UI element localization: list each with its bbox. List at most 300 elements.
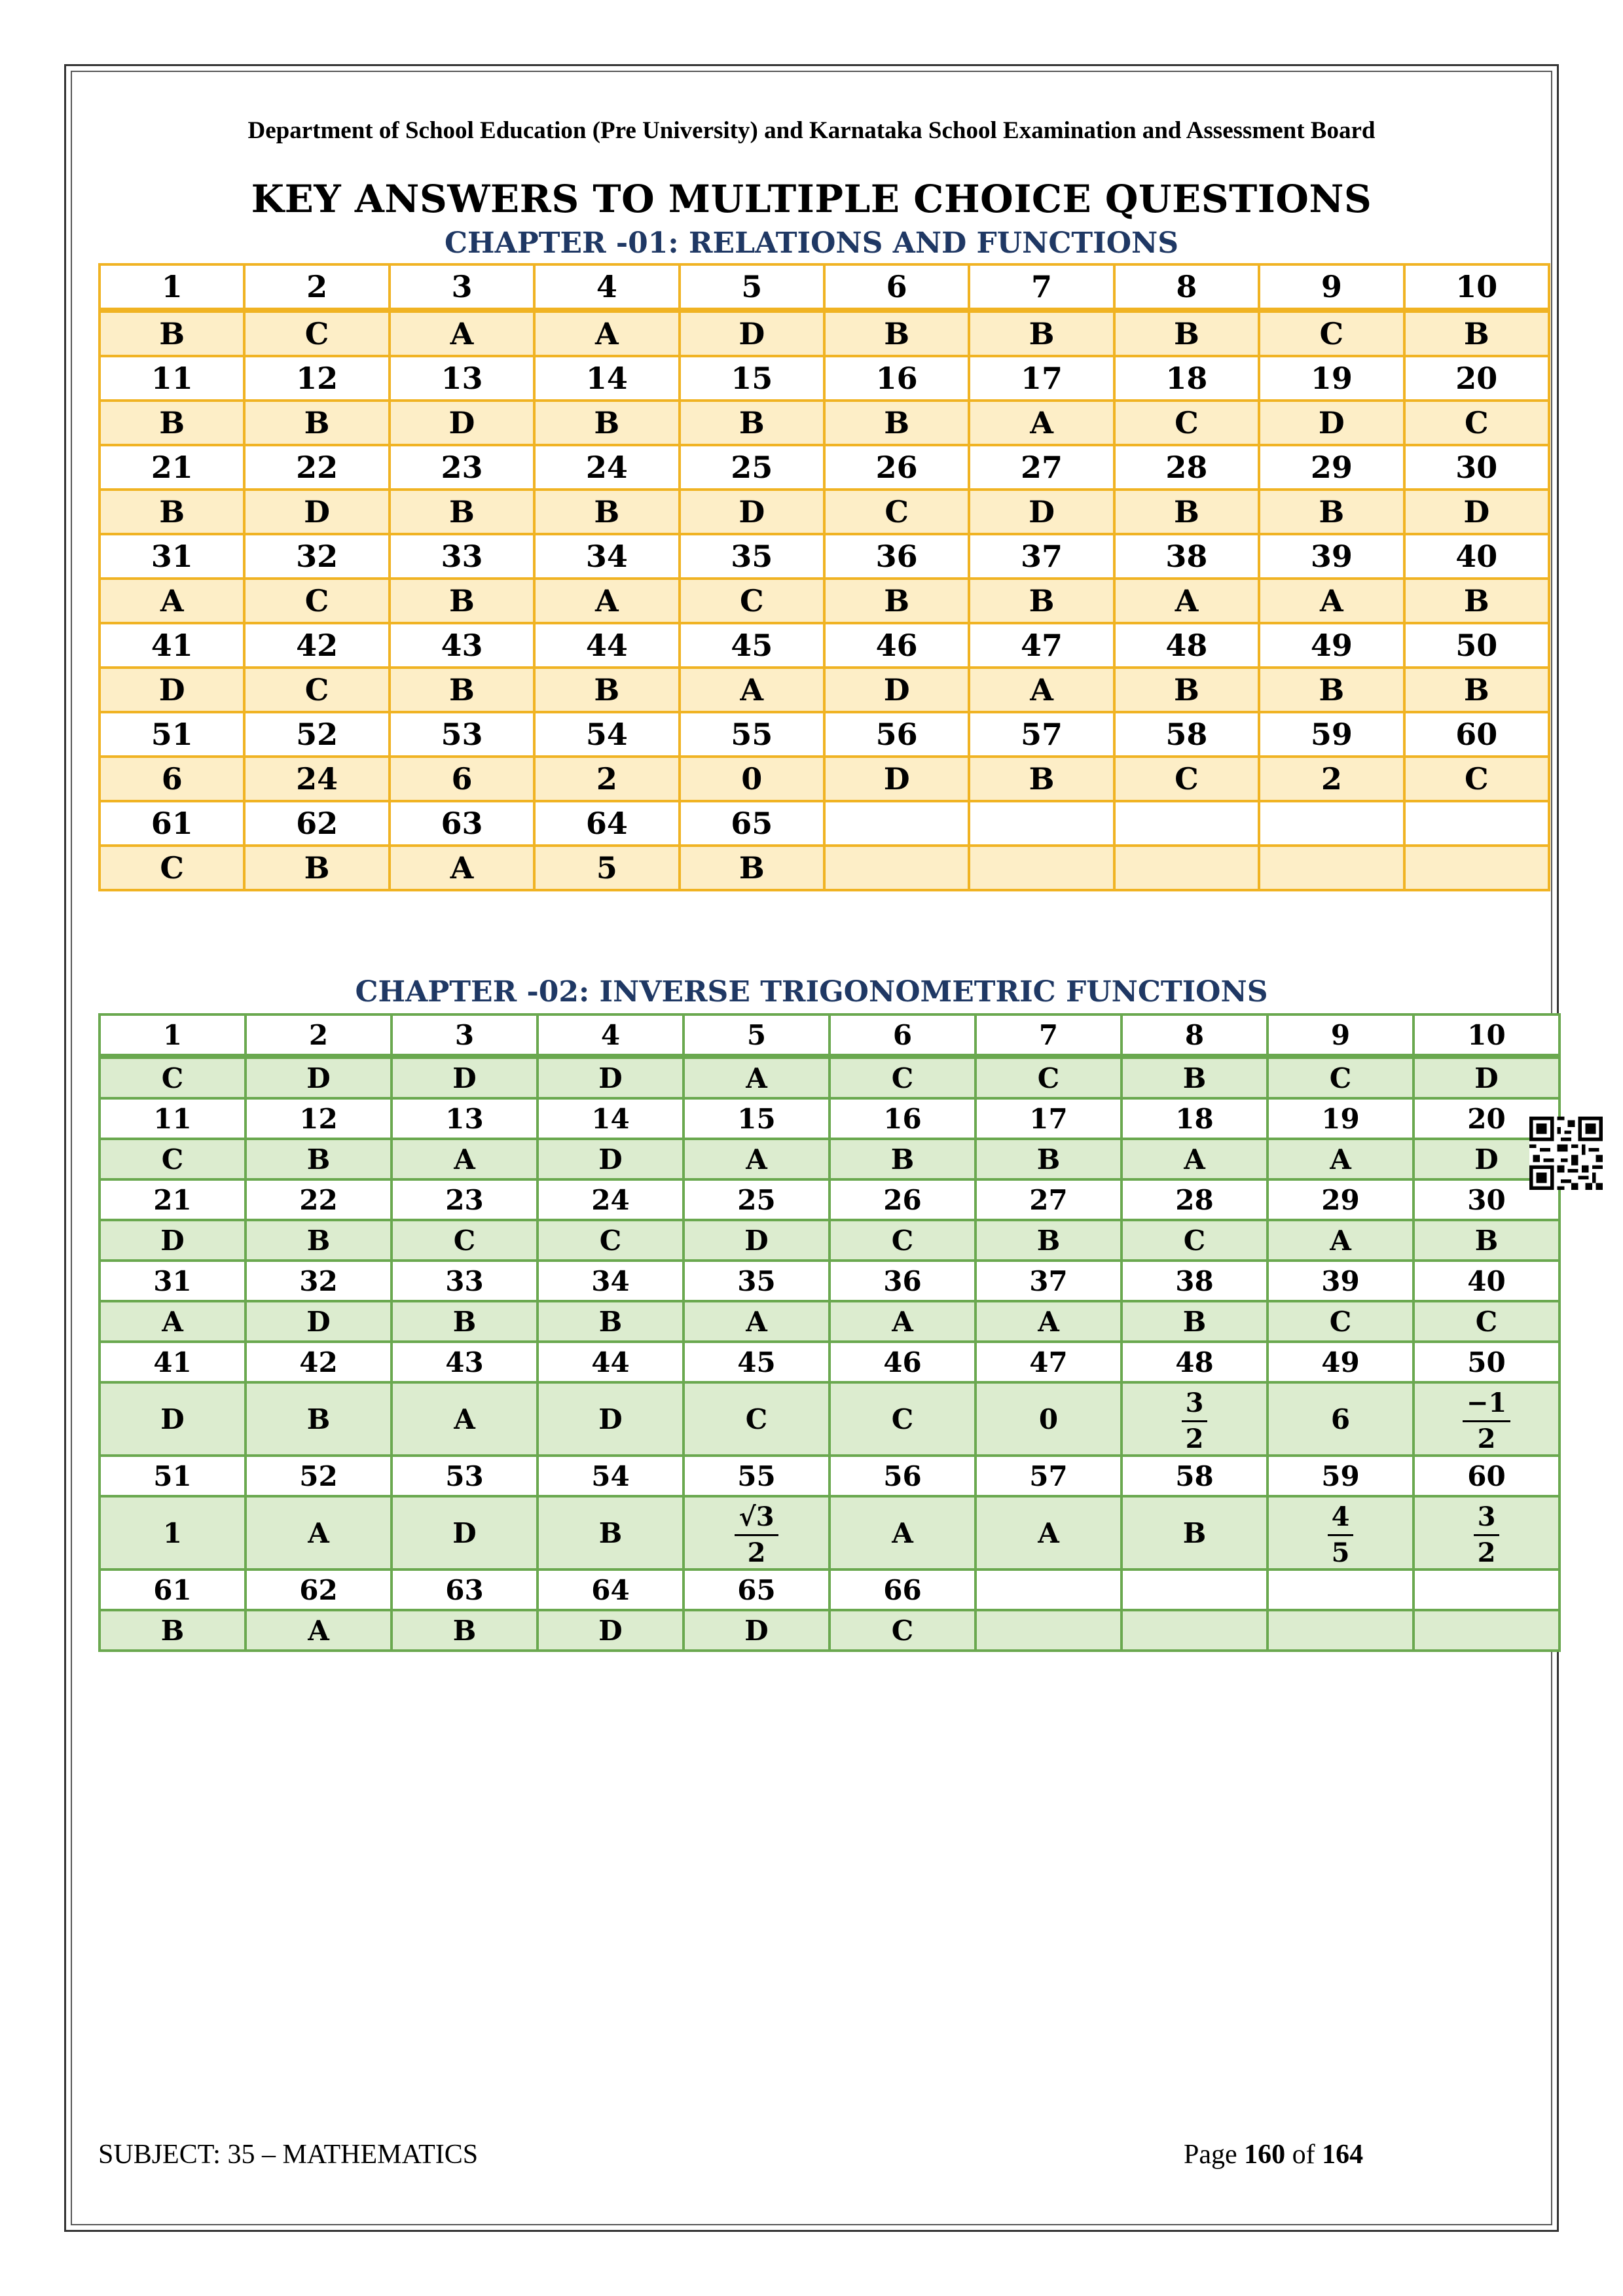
answer-cell: B xyxy=(100,1610,246,1651)
question-number-cell: 57 xyxy=(976,1456,1122,1496)
question-number-cell: 62 xyxy=(246,1570,392,1610)
answer-cell: C xyxy=(830,1220,976,1261)
answer-cell: A xyxy=(100,579,244,623)
question-number-cell: 38 xyxy=(1122,1261,1267,1301)
question-number-cell: 14 xyxy=(538,1098,684,1139)
answer-cell: B xyxy=(534,401,679,445)
question-number-cell: 11 xyxy=(100,1098,246,1139)
answer-cell: B xyxy=(534,490,679,534)
answer-row xyxy=(100,757,1549,801)
answer-cell: D xyxy=(1413,1056,1559,1098)
answer-cell: B xyxy=(1259,490,1404,534)
question-number-cell: 50 xyxy=(1404,623,1549,668)
answer-cell: B xyxy=(390,490,534,534)
question-number-cell: 47 xyxy=(976,1342,1122,1382)
question-number-cell: 58 xyxy=(1122,1456,1267,1496)
question-number-cell xyxy=(1404,801,1549,846)
question-number-cell: 60 xyxy=(1404,712,1549,757)
question-number-cell: 27 xyxy=(969,445,1114,490)
question-number-cell: 16 xyxy=(830,1098,976,1139)
question-number-cell: 1 xyxy=(100,1014,246,1056)
answer-cell: C xyxy=(100,1139,246,1179)
question-number-cell: 46 xyxy=(824,623,969,668)
question-number-cell: 13 xyxy=(392,1098,538,1139)
question-number-cell: 45 xyxy=(684,1342,830,1382)
answer-cell: B xyxy=(976,1220,1122,1261)
answer-cell xyxy=(1413,1610,1559,1651)
question-number-cell: 65 xyxy=(680,801,824,846)
answer-row xyxy=(100,401,1549,445)
question-number-cell: 15 xyxy=(680,356,824,401)
fraction-answer: $\frac{3}{2}$ xyxy=(1474,1503,1500,1566)
question-number-cell: 3 xyxy=(390,264,534,310)
answer-cell: B xyxy=(1259,668,1404,712)
answer-cell: A xyxy=(680,668,824,712)
question-number-cell: 19 xyxy=(1259,356,1404,401)
question-number-cell: 10 xyxy=(1404,264,1549,310)
answer-cell: D xyxy=(538,1382,684,1456)
question-number-row xyxy=(100,1179,1559,1220)
answer-cell: A xyxy=(976,1301,1122,1342)
answer-cell: B xyxy=(680,846,824,890)
answer-cell: B xyxy=(969,757,1114,801)
question-number-cell: 14 xyxy=(534,356,679,401)
answer-cell xyxy=(1404,846,1549,890)
answer-cell: B xyxy=(390,579,534,623)
answer-cell: C xyxy=(1404,757,1549,801)
question-number-cell: 20 xyxy=(1404,356,1549,401)
question-number-cell: 64 xyxy=(538,1570,684,1610)
question-number-cell: 44 xyxy=(534,623,679,668)
answer-cell: A xyxy=(976,1496,1122,1570)
question-number-cell xyxy=(1122,1570,1267,1610)
question-number-cell: 48 xyxy=(1122,1342,1267,1382)
answer-cell: 24 xyxy=(244,757,389,801)
answer-cell xyxy=(1267,1496,1413,1570)
question-number-cell: 18 xyxy=(1122,1098,1267,1139)
answer-cell: 0 xyxy=(976,1382,1122,1456)
answer-cell: A xyxy=(392,1139,538,1179)
answer-cell: B xyxy=(244,401,389,445)
question-number-cell: 5 xyxy=(680,264,824,310)
question-number-cell: 5 xyxy=(684,1014,830,1056)
answer-cell: A xyxy=(1267,1139,1413,1179)
answer-cell: B xyxy=(1114,668,1259,712)
answer-cell: C xyxy=(1267,1056,1413,1098)
answer-cell: B xyxy=(824,579,969,623)
answer-cell: C xyxy=(824,490,969,534)
answer-cell: C xyxy=(830,1382,976,1456)
answer-cell: A xyxy=(246,1496,392,1570)
question-number-cell: 30 xyxy=(1404,445,1549,490)
answer-cell: D xyxy=(392,1056,538,1098)
answer-cell: D xyxy=(1413,1139,1559,1179)
question-number-cell: 66 xyxy=(830,1570,976,1610)
answer-cell: B xyxy=(538,1496,684,1570)
question-number-cell: 56 xyxy=(824,712,969,757)
question-number-cell: 8 xyxy=(1122,1014,1267,1056)
question-number-row xyxy=(100,356,1549,401)
question-number-cell: 39 xyxy=(1267,1261,1413,1301)
question-number-cell: 26 xyxy=(830,1179,976,1220)
question-number-cell: 10 xyxy=(1413,1014,1559,1056)
answer-cell: B xyxy=(246,1220,392,1261)
answer-cell: B xyxy=(1122,1056,1267,1098)
question-number-cell: 40 xyxy=(1404,534,1549,579)
question-number-cell: 9 xyxy=(1259,264,1404,310)
answer-cell: C xyxy=(680,579,824,623)
answer-cell: A xyxy=(684,1139,830,1179)
question-number-cell: 61 xyxy=(100,801,244,846)
page-current: 160 xyxy=(1244,2140,1286,2170)
question-number-cell: 26 xyxy=(824,445,969,490)
answer-cell xyxy=(976,1610,1122,1651)
question-number-cell: 21 xyxy=(100,445,244,490)
question-number-cell: 61 xyxy=(100,1570,246,1610)
answer-cell: 2 xyxy=(534,757,679,801)
question-number-cell: 12 xyxy=(246,1098,392,1139)
answer-cell: D xyxy=(100,668,244,712)
question-number-cell: 21 xyxy=(100,1179,246,1220)
question-number-cell: 4 xyxy=(538,1014,684,1056)
question-number-cell: 53 xyxy=(390,712,534,757)
answer-cell: D xyxy=(392,1496,538,1570)
answer-cell: B xyxy=(1114,490,1259,534)
answer-cell: A xyxy=(1267,1220,1413,1261)
question-number-cell: 9 xyxy=(1267,1014,1413,1056)
question-number-cell xyxy=(1413,1570,1559,1610)
answer-cell: B xyxy=(100,401,244,445)
answer-cell: C xyxy=(1267,1301,1413,1342)
answer-cell: A xyxy=(534,579,679,623)
answer-cell: D xyxy=(538,1056,684,1098)
answer-cell: D xyxy=(684,1220,830,1261)
answer-cell: A xyxy=(1114,579,1259,623)
chapter-02-answer-table xyxy=(98,1013,1561,1652)
question-number-cell: 15 xyxy=(684,1098,830,1139)
answer-cell: A xyxy=(100,1301,246,1342)
answer-cell: C xyxy=(684,1382,830,1456)
answer-cell: B xyxy=(392,1610,538,1651)
fraction-answer: $\frac{√3}{2}$ xyxy=(735,1503,778,1566)
question-number-cell: 55 xyxy=(680,712,824,757)
question-number-cell: 33 xyxy=(390,534,534,579)
question-number-cell: 20 xyxy=(1413,1098,1559,1139)
question-number-cell: 62 xyxy=(244,801,389,846)
chapter-01-title: CHAPTER -01: RELATIONS AND FUNCTIONS xyxy=(444,226,1179,260)
question-number-cell: 22 xyxy=(246,1179,392,1220)
question-number-cell: 59 xyxy=(1267,1456,1413,1496)
question-number-row xyxy=(100,1342,1559,1382)
question-number-cell: 17 xyxy=(976,1098,1122,1139)
answer-cell: 1 xyxy=(100,1496,246,1570)
answer-row xyxy=(100,1496,1559,1570)
answer-cell: D xyxy=(100,1220,246,1261)
answer-cell xyxy=(824,846,969,890)
question-number-cell: 42 xyxy=(246,1342,392,1382)
answer-cell: C xyxy=(830,1056,976,1098)
chapter-02-title: CHAPTER -02: INVERSE TRIGONOMETRIC FUNCTIONS xyxy=(355,975,1268,1009)
page-prefix: Page xyxy=(1184,2140,1237,2170)
answer-cell: B xyxy=(824,401,969,445)
answer-cell: C xyxy=(244,668,389,712)
fraction-answer: $\frac{3}{2}$ xyxy=(1182,1389,1208,1452)
answer-row xyxy=(100,1610,1559,1651)
answer-cell: B xyxy=(1404,579,1549,623)
question-number-cell: 28 xyxy=(1122,1179,1267,1220)
answer-cell: B xyxy=(1114,310,1259,356)
question-number-cell: 48 xyxy=(1114,623,1259,668)
answer-cell: D xyxy=(1259,401,1404,445)
question-number-cell: 24 xyxy=(534,445,679,490)
question-number-cell: 27 xyxy=(976,1179,1122,1220)
answer-cell: A xyxy=(1259,579,1404,623)
question-number-cell: 53 xyxy=(392,1456,538,1496)
answer-cell: A xyxy=(390,310,534,356)
answer-cell: B xyxy=(830,1139,976,1179)
question-number-cell: 35 xyxy=(684,1261,830,1301)
question-number-cell xyxy=(1259,801,1404,846)
answer-cell: D xyxy=(684,1610,830,1651)
question-number-cell: 28 xyxy=(1114,445,1259,490)
answer-cell: B xyxy=(976,1139,1122,1179)
answer-cell xyxy=(1259,846,1404,890)
question-number-cell: 31 xyxy=(100,534,244,579)
question-number-cell xyxy=(969,801,1114,846)
question-number-cell: 8 xyxy=(1114,264,1259,310)
answer-cell: B xyxy=(969,579,1114,623)
answer-cell: B xyxy=(390,668,534,712)
answer-row xyxy=(100,579,1549,623)
answer-cell xyxy=(1267,1610,1413,1651)
answer-cell: B xyxy=(534,668,679,712)
answer-cell: 0 xyxy=(680,757,824,801)
question-number-cell: 13 xyxy=(390,356,534,401)
answer-row xyxy=(100,1220,1559,1261)
question-number-cell: 64 xyxy=(534,801,679,846)
question-number-cell: 33 xyxy=(392,1261,538,1301)
question-number-cell: 34 xyxy=(534,534,679,579)
answer-cell: A xyxy=(684,1301,830,1342)
answer-cell: B xyxy=(1413,1220,1559,1261)
answer-cell: C xyxy=(1114,401,1259,445)
question-number-cell: 32 xyxy=(244,534,389,579)
answer-cell xyxy=(1122,1610,1267,1651)
answer-cell: A xyxy=(392,1382,538,1456)
question-number-cell: 38 xyxy=(1114,534,1259,579)
answer-cell: C xyxy=(392,1220,538,1261)
answer-cell: 2 xyxy=(1259,757,1404,801)
answer-cell: 6 xyxy=(100,757,244,801)
question-number-cell: 37 xyxy=(976,1261,1122,1301)
question-number-cell: 57 xyxy=(969,712,1114,757)
answer-cell: 6 xyxy=(1267,1382,1413,1456)
answer-cell xyxy=(1413,1382,1559,1456)
answer-cell xyxy=(684,1496,830,1570)
answer-cell: D xyxy=(824,668,969,712)
answer-cell: A xyxy=(969,668,1114,712)
question-number-row xyxy=(100,623,1549,668)
question-number-cell: 63 xyxy=(392,1570,538,1610)
answer-cell: 6 xyxy=(390,757,534,801)
answer-cell xyxy=(1413,1496,1559,1570)
qr-code-icon xyxy=(1529,1117,1603,1190)
question-number-cell: 49 xyxy=(1267,1342,1413,1382)
question-number-cell: 54 xyxy=(538,1456,684,1496)
answer-row xyxy=(100,1056,1559,1098)
answer-cell: B xyxy=(1404,310,1549,356)
question-number-cell xyxy=(976,1570,1122,1610)
answer-cell: C xyxy=(100,846,244,890)
question-number-cell: 7 xyxy=(969,264,1114,310)
question-number-cell: 63 xyxy=(390,801,534,846)
answer-cell: B xyxy=(824,310,969,356)
question-number-row xyxy=(100,264,1549,310)
answer-cell: D xyxy=(1404,490,1549,534)
answer-row xyxy=(100,1301,1559,1342)
question-number-cell: 6 xyxy=(830,1014,976,1056)
question-number-cell: 17 xyxy=(969,356,1114,401)
answer-cell: B xyxy=(100,490,244,534)
question-number-cell: 12 xyxy=(244,356,389,401)
answer-cell: A xyxy=(390,846,534,890)
answer-cell: C xyxy=(1122,1220,1267,1261)
answer-cell: B xyxy=(100,310,244,356)
question-number-cell: 2 xyxy=(244,264,389,310)
question-number-cell: 32 xyxy=(246,1261,392,1301)
answer-cell: B xyxy=(246,1139,392,1179)
question-number-cell: 1 xyxy=(100,264,244,310)
question-number-cell: 18 xyxy=(1114,356,1259,401)
question-number-cell: 39 xyxy=(1259,534,1404,579)
answer-cell: 5 xyxy=(534,846,679,890)
question-number-cell: 40 xyxy=(1413,1261,1559,1301)
question-number-cell: 47 xyxy=(969,623,1114,668)
answer-cell: A xyxy=(246,1610,392,1651)
question-number-cell: 23 xyxy=(392,1179,538,1220)
question-number-cell: 49 xyxy=(1259,623,1404,668)
question-number-row xyxy=(100,1456,1559,1496)
fraction-answer: $\frac{4}{5}$ xyxy=(1328,1503,1354,1566)
answer-cell: C xyxy=(830,1610,976,1651)
question-number-cell: 44 xyxy=(538,1342,684,1382)
question-number-row xyxy=(100,1261,1559,1301)
question-number-cell: 35 xyxy=(680,534,824,579)
answer-cell: A xyxy=(684,1056,830,1098)
question-number-cell: 7 xyxy=(976,1014,1122,1056)
answer-cell: B xyxy=(244,846,389,890)
answer-cell: C xyxy=(1259,310,1404,356)
answer-cell: D xyxy=(246,1301,392,1342)
answer-cell: C xyxy=(244,310,389,356)
answer-cell: B xyxy=(538,1301,684,1342)
answer-cell: B xyxy=(1122,1496,1267,1570)
question-number-cell: 34 xyxy=(538,1261,684,1301)
question-number-cell: 36 xyxy=(830,1261,976,1301)
answer-cell: D xyxy=(824,757,969,801)
question-number-cell: 3 xyxy=(392,1014,538,1056)
question-number-cell: 24 xyxy=(538,1179,684,1220)
question-number-cell: 2 xyxy=(246,1014,392,1056)
question-number-cell: 25 xyxy=(684,1179,830,1220)
answer-cell: D xyxy=(390,401,534,445)
question-number-row xyxy=(100,1570,1559,1610)
question-number-cell: 65 xyxy=(684,1570,830,1610)
footer-page-number xyxy=(1184,2139,1363,2170)
answer-cell: B xyxy=(969,310,1114,356)
footer-subject: SUBJECT: 35 – MATHEMATICS xyxy=(98,2140,479,2170)
answer-cell: D xyxy=(538,1610,684,1651)
question-number-row xyxy=(100,712,1549,757)
answer-row xyxy=(100,846,1549,890)
answer-row xyxy=(100,1139,1559,1179)
page-of: of xyxy=(1292,2140,1315,2170)
question-number-cell: 56 xyxy=(830,1456,976,1496)
answer-cell: D xyxy=(680,490,824,534)
answer-cell: D xyxy=(538,1139,684,1179)
page-title: KEY ANSWERS TO MULTIPLE CHOICE QUESTIONS xyxy=(251,177,1372,221)
answer-cell: C xyxy=(244,579,389,623)
question-number-cell: 25 xyxy=(680,445,824,490)
question-number-cell: 22 xyxy=(244,445,389,490)
question-number-cell: 50 xyxy=(1413,1342,1559,1382)
answer-cell: B xyxy=(1404,668,1549,712)
question-number-cell xyxy=(1114,801,1259,846)
answer-cell: B xyxy=(392,1301,538,1342)
question-number-cell xyxy=(1267,1570,1413,1610)
question-number-cell xyxy=(824,801,969,846)
question-number-cell: 51 xyxy=(100,1456,246,1496)
question-number-cell: 45 xyxy=(680,623,824,668)
answer-cell: D xyxy=(100,1382,246,1456)
answer-cell xyxy=(1114,846,1259,890)
question-number-cell: 37 xyxy=(969,534,1114,579)
question-number-cell: 55 xyxy=(684,1456,830,1496)
question-number-cell: 46 xyxy=(830,1342,976,1382)
question-number-cell: 54 xyxy=(534,712,679,757)
question-number-cell: 31 xyxy=(100,1261,246,1301)
question-number-row xyxy=(100,1098,1559,1139)
page-total: 164 xyxy=(1322,2140,1364,2170)
question-number-cell: 6 xyxy=(824,264,969,310)
question-number-cell: 51 xyxy=(100,712,244,757)
answer-cell: C xyxy=(538,1220,684,1261)
answer-cell: C xyxy=(1404,401,1549,445)
answer-cell: D xyxy=(244,490,389,534)
question-number-cell: 41 xyxy=(100,1342,246,1382)
question-number-row xyxy=(100,534,1549,579)
question-number-cell: 58 xyxy=(1114,712,1259,757)
answer-row xyxy=(100,490,1549,534)
question-number-cell: 43 xyxy=(390,623,534,668)
answer-row xyxy=(100,310,1549,356)
answer-cell: D xyxy=(246,1056,392,1098)
question-number-cell: 4 xyxy=(534,264,679,310)
question-number-cell: 23 xyxy=(390,445,534,490)
question-number-cell: 52 xyxy=(244,712,389,757)
question-number-row xyxy=(100,445,1549,490)
question-number-cell: 59 xyxy=(1259,712,1404,757)
question-number-row xyxy=(100,1014,1559,1056)
question-number-cell: 52 xyxy=(246,1456,392,1496)
question-number-cell: 16 xyxy=(824,356,969,401)
answer-cell: A xyxy=(1122,1139,1267,1179)
answer-cell xyxy=(1122,1382,1267,1456)
answer-cell: B xyxy=(680,401,824,445)
question-number-cell: 36 xyxy=(824,534,969,579)
question-number-cell: 19 xyxy=(1267,1098,1413,1139)
answer-cell: B xyxy=(246,1382,392,1456)
